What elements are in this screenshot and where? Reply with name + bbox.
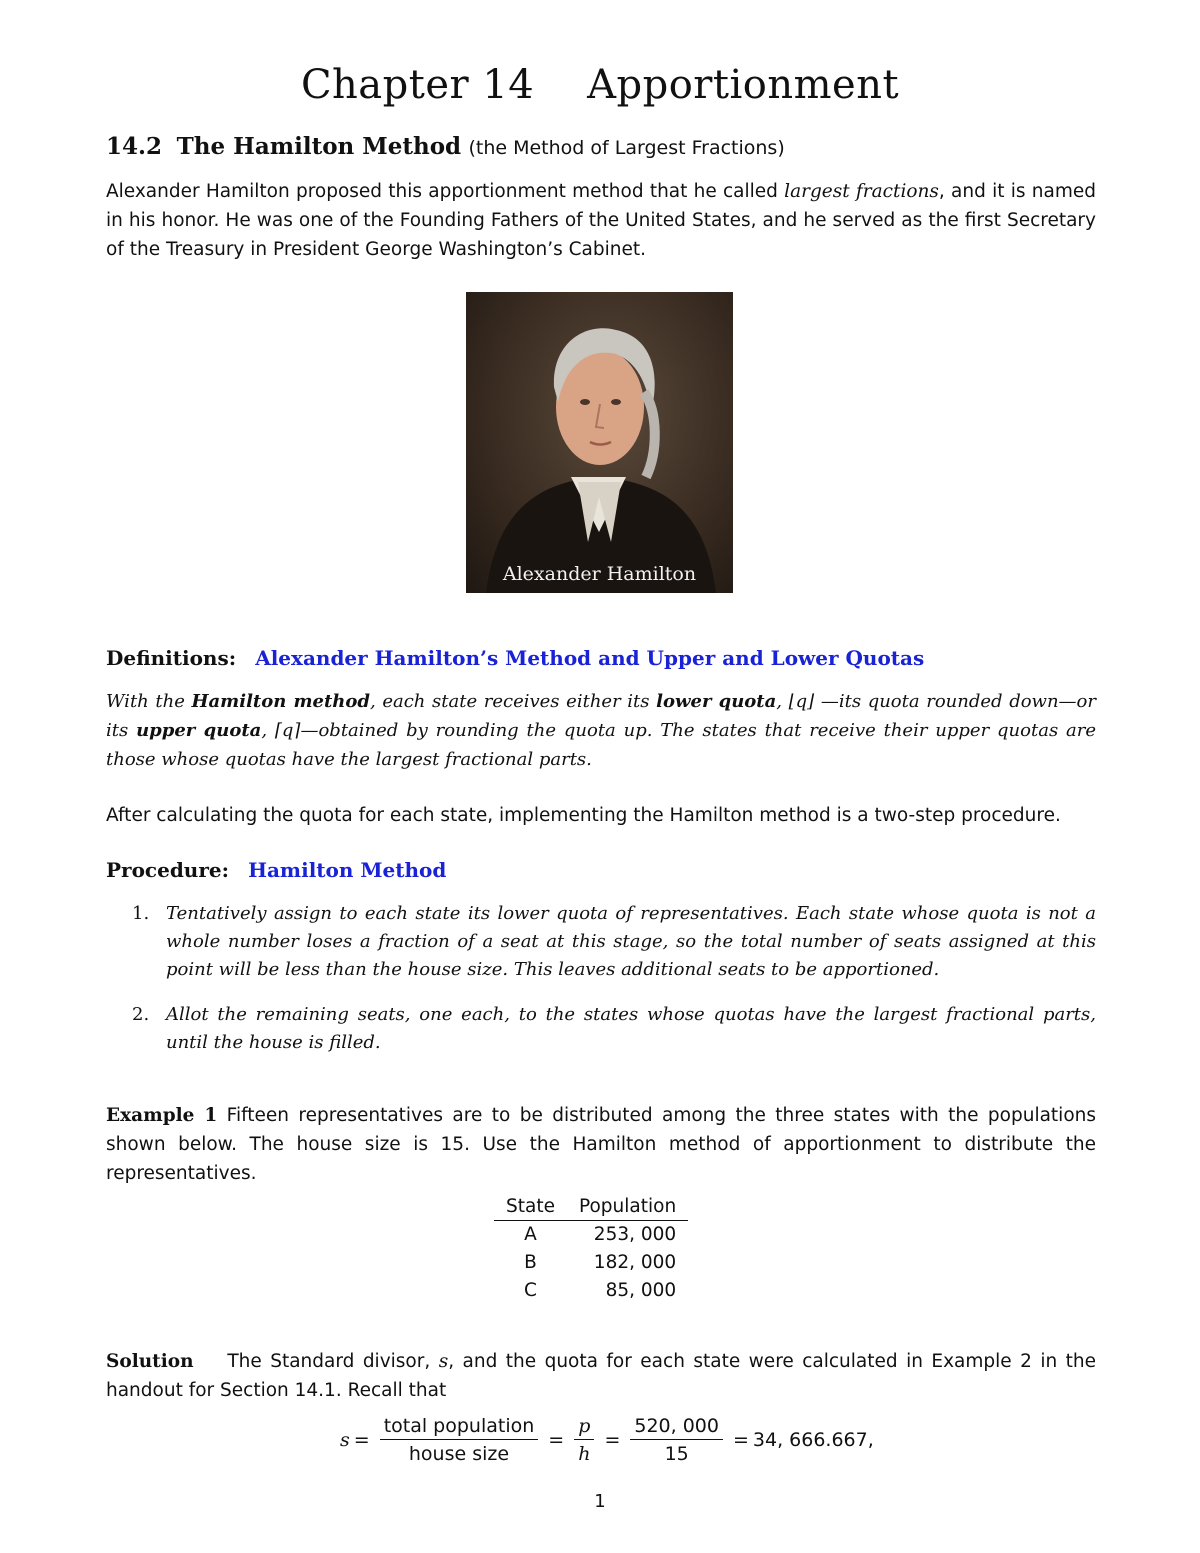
step-text: Tentatively assign to each state its lower quota of representatives. Each state whose quota is not a whole number loses a fraction of a seat at this stage, so the total number of seats assigned at this point will be less than the house size. This leaves additional seats to be apportioned. [166,903,1096,980]
table-header: Population [567,1194,688,1221]
equals-sign: = [604,1429,621,1451]
intro-text-2: , and it is named in his honor. He was one of the Founding Fathers of the United States, and he served as the first Secretary of the Treasury in President George Washington’s Cabinet. [106,181,1097,260]
table-row [494,1277,688,1305]
fraction-p-over-h [574,1415,594,1465]
table-cell-state: C [524,1280,537,1301]
equals-sign: = [732,1429,749,1451]
portrait-caption: Alexander Hamilton [502,563,697,585]
def-term-upper-quota: upper quota [136,720,262,741]
fraction-values [630,1415,723,1465]
section-subtitle: (the Method of Largest Fractions) [468,137,785,159]
solution-text-2: , and the quota for each state were calculated in Example 2 in the handout for Section 14.1. Recall that [106,1351,1096,1401]
fraction-denominator: h [578,1443,591,1465]
procedure-step-2 [132,1001,1096,1057]
definitions-heading [106,646,924,670]
table-row [494,1221,688,1250]
definitions-body [106,687,1096,774]
section-heading [106,133,785,160]
table-header: State [494,1194,567,1221]
fraction-total-over-house [380,1415,539,1465]
def-term-lower-quota: lower quota [656,691,777,712]
solution-label: Solution [106,1351,194,1372]
step-text: Allot the remaining seats, one each, to the states whose quotas have the largest fractional parts, until the house is filled. [166,1004,1096,1053]
intro-paragraph [106,177,1096,264]
procedure-label: Procedure: [106,858,229,882]
table-cell-population: 182, 000 [593,1252,677,1273]
equation-result: 34, 666.667, [752,1429,874,1451]
standard-divisor-equation [340,1410,874,1470]
table-cell-population: 85, 000 [605,1280,677,1301]
equals-sign: = [353,1429,370,1451]
fraction-numerator: 520, 000 [630,1415,723,1440]
step-number: 2. [132,1004,150,1025]
section-number: 14.2 [106,133,163,160]
procedure-step-1 [132,900,1096,984]
procedure-title: Hamilton Method [248,858,447,882]
table-row [494,1249,688,1277]
def-text-4: , ⌈q⌉—obtained by rounding the quota up. The states that receive their upper quotas are those whose quotas have the largest fractional parts. [106,720,1097,770]
def-text-2: , each state receives either its [369,691,657,712]
def-text-3: , ⌊q⌋ —its quota rounded down—or its [106,691,1096,741]
solution-text-1: The Standard divisor, [193,1351,439,1372]
fraction-numerator: total population [380,1415,539,1440]
example-paragraph [106,1101,1096,1188]
section-name: The Hamilton Method [176,133,462,160]
step-number: 1. [132,903,150,924]
chapter-title: Chapter 14 Apportionment [300,62,900,108]
hamilton-portrait [466,292,733,593]
definitions-title: Alexander Hamilton’s Method and Upper and Lower Quotas [255,646,925,670]
table-cell-state: A [524,1224,537,1245]
intro-emphasis: largest fractions [784,181,939,202]
procedure-heading [106,858,446,882]
equals-sign: = [548,1429,565,1451]
table-cell-state: B [524,1252,537,1273]
page-number: 1 [594,1491,606,1512]
portrait-illustration [466,292,733,593]
fraction-denominator: 15 [664,1443,689,1465]
procedure-intro: After calculating the quota for each state, implementing the Hamilton method is a two-step procedure. [106,805,1061,826]
population-table [494,1194,688,1305]
definitions-label: Definitions: [106,646,237,670]
def-term-hamilton-method: Hamilton method [191,691,370,712]
equation-lhs: s [340,1429,350,1451]
fraction-numerator: p [574,1415,594,1440]
solution-paragraph [106,1347,1096,1405]
intro-text-1: Alexander Hamilton proposed this apportionment method that he called [106,181,785,202]
example-label: Example 1 [106,1105,218,1126]
solution-variable: s [438,1351,449,1372]
fraction-denominator: house size [408,1443,510,1465]
table-header-row [494,1194,688,1221]
table-cell-population: 253, 000 [593,1224,677,1245]
def-text-1: With the [106,691,192,712]
example-text: Fifteen representatives are to be distributed among the three states with the populations shown below. The house size is 15. Use the Hamilton method of apportionment to distribute the representatives. [106,1105,1096,1184]
